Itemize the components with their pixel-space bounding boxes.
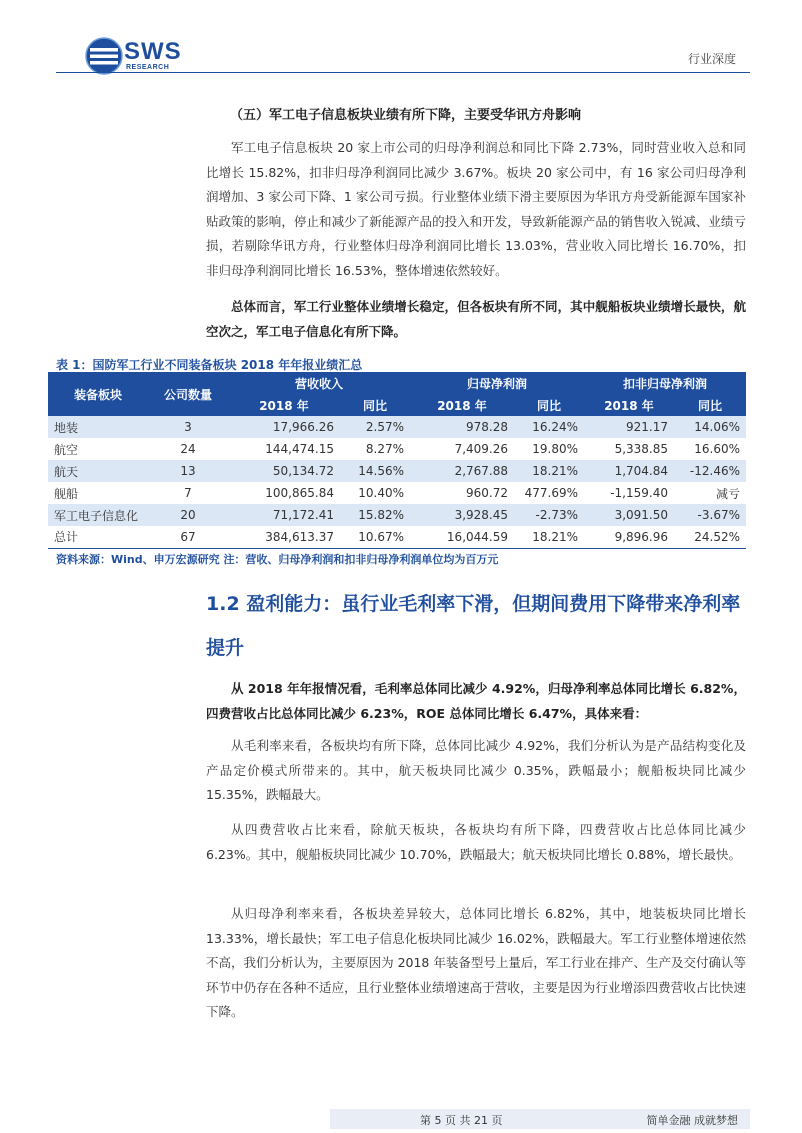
header-yoy: 同比 xyxy=(340,394,410,416)
cell-count: 24 xyxy=(148,438,228,460)
paragraph: 军工电子信息板块 20 家上市公司的归母净利润总和同比下降 2.73%，同时营业收入总和同比增长 15.82%，扣非归母净利润同比减少 3.67%。板块 20 家公司中，有 16 家公司归母净利润增加、3 家公司下降、1 家公司亏损。行业整体业绩下滑主要原因为华讯方舟受新能源车国家补贴政策的影响，停止和减少了新能源产品的投入和开发，导致新能源产品的销售收入锐减、业绩亏损，若剔除华讯方舟，行业整体归母净利润同比增长 13.03%，营业收入同比增长 16.70%，扣非归母净利润同比增长 16.53%，整体增速依然较好。 xyxy=(206,140,746,278)
logo-subtext: RESEARCH xyxy=(126,64,170,71)
table-source-note: 资料来源：Wind、申万宏源研究 注：营收、归母净利润和扣非归母净利润单位均为百万元 xyxy=(56,553,499,566)
header-deducted-profit: 扣非归母净利润 xyxy=(584,372,746,394)
header-divider xyxy=(56,72,750,73)
report-category: 行业深度 xyxy=(687,52,736,66)
cell-net-profit: 960.72 xyxy=(410,482,514,504)
page-number: 第 5 页 共 21 页 xyxy=(420,1114,503,1127)
table-row xyxy=(48,504,746,526)
cell-sector: 航空 xyxy=(48,438,148,460)
lead-paragraph: 从 2018 年年报情况看，毛利率总体同比减少 4.92%，归母净利率总体同比增长 6.82%，四费营收占比总体同比减少 6.23%，ROE 总体同比增长 6.47%，具体来看： xyxy=(206,681,746,721)
cell-deducted-profit-yoy: -3.67% xyxy=(674,504,746,526)
summary-paragraph: 总体而言，军工行业整体业绩增长稳定，但各板块有所不同，其中舰船板块业绩增长最快，航空次之，军工电子信息化有所下降。 xyxy=(206,299,746,339)
cell-count: 7 xyxy=(148,482,228,504)
table-row xyxy=(48,482,746,504)
cell-revenue: 100,865.84 xyxy=(228,482,340,504)
cell-deducted-profit: 1,704.84 xyxy=(584,460,674,482)
cell-revenue-yoy: 14.56% xyxy=(340,460,410,482)
cell-deducted-profit-yoy: 减亏 xyxy=(674,482,746,504)
sws-logo-icon xyxy=(84,36,124,76)
header-year: 2018 年 xyxy=(410,394,514,416)
cell-net-profit-yoy: 18.21% xyxy=(514,460,584,482)
cell-net-profit: 16,044.59 xyxy=(410,526,514,548)
performance-table xyxy=(48,372,746,549)
cell-deducted-profit-yoy: -12.46% xyxy=(674,460,746,482)
cell-net-profit-yoy: -2.73% xyxy=(514,504,584,526)
header-yoy: 同比 xyxy=(514,394,584,416)
table-header-row xyxy=(48,372,746,394)
cell-net-profit-yoy: 477.69% xyxy=(514,482,584,504)
cell-revenue-yoy: 2.57% xyxy=(340,416,410,438)
cell-count: 3 xyxy=(148,416,228,438)
header-year: 2018 年 xyxy=(584,394,674,416)
cell-revenue: 17,966.26 xyxy=(228,416,340,438)
header-sector: 装备板块 xyxy=(48,372,148,416)
table-title: 表 1：国防军工行业不同装备板块 2018 年年报业绩汇总 xyxy=(56,358,363,372)
cell-revenue-yoy: 10.67% xyxy=(340,526,410,548)
cell-deducted-profit-yoy: 14.06% xyxy=(674,416,746,438)
cell-count: 67 xyxy=(148,526,228,548)
header-year: 2018 年 xyxy=(228,394,340,416)
cell-deducted-profit: 9,896.96 xyxy=(584,526,674,548)
cell-revenue: 384,613.37 xyxy=(228,526,340,548)
header-net-profit: 归母净利润 xyxy=(410,372,584,394)
cell-net-profit: 2,767.88 xyxy=(410,460,514,482)
cell-net-profit-yoy: 19.80% xyxy=(514,438,584,460)
logo-text: SWS xyxy=(124,38,182,65)
cell-deducted-profit: 921.17 xyxy=(584,416,674,438)
cell-deducted-profit: 5,338.85 xyxy=(584,438,674,460)
header-yoy: 同比 xyxy=(674,394,746,416)
table-row xyxy=(48,460,746,482)
cell-sector: 总计 xyxy=(48,526,148,548)
cell-sector: 航天 xyxy=(48,460,148,482)
section-heading: 1.2 盈利能力：虽行业毛利率下滑，但期间费用下降带来净利率提升 xyxy=(206,593,741,659)
cell-deducted-profit: 3,091.50 xyxy=(584,504,674,526)
cell-revenue: 50,134.72 xyxy=(228,460,340,482)
table-row xyxy=(48,416,746,438)
cell-revenue: 144,474.15 xyxy=(228,438,340,460)
table-row-total xyxy=(48,526,746,548)
cell-sector: 地装 xyxy=(48,416,148,438)
section-subtitle: （五）军工电子信息板块业绩有所下降，主要受华讯方舟影响 xyxy=(230,108,582,123)
cell-deducted-profit-yoy: 16.60% xyxy=(674,438,746,460)
cell-deducted-profit: -1,159.40 xyxy=(584,482,674,504)
cell-net-profit: 978.28 xyxy=(410,416,514,438)
cell-sector: 舰船 xyxy=(48,482,148,504)
cell-count: 20 xyxy=(148,504,228,526)
cell-revenue-yoy: 10.40% xyxy=(340,482,410,504)
footer-slogan: 简单金融 成就梦想 xyxy=(646,1114,738,1127)
paragraph: 从归母净利率来看，各板块差异较大，总体同比增长 6.82%，其中，地装板块同比增长 13.33%，增长最快；军工电子信息化板块同比减少 16.02%，跌幅最大。军工行业整体增速依然不高，我们分析认为，主要原因为 2018 年装备型号上量后，军工行业在排产、生产及交付确认等环节中仍存在各种不适应，且行业整体业绩增速高于营收，主要是因为行业增添四费营收占比快速下降。 xyxy=(206,906,746,1019)
header-count: 公司数量 xyxy=(148,372,228,416)
cell-net-profit: 7,409.26 xyxy=(410,438,514,460)
paragraph: 从四费营收占比来看，除航天板块，各板块均有所下降，四费营收占比总体同比减少 6.23%。其中，舰船板块同比减少 10.70%，跌幅最大；航天板块同比增长 0.88%，增长最快。 xyxy=(206,822,746,862)
paragraph: 从毛利率来看，各板块均有所下降，总体同比减少 4.92%，我们分析认为是产品结构变化及产品定价模式所带来的。其中，航天板块同比减少 0.35%，跌幅最小；舰船板块同比减少 15.35%，跌幅最大。 xyxy=(206,738,746,802)
cell-net-profit-yoy: 16.24% xyxy=(514,416,584,438)
cell-revenue-yoy: 15.82% xyxy=(340,504,410,526)
cell-deducted-profit-yoy: 24.52% xyxy=(674,526,746,548)
cell-count: 13 xyxy=(148,460,228,482)
cell-revenue: 71,172.41 xyxy=(228,504,340,526)
header-revenue: 营收收入 xyxy=(228,372,410,394)
cell-net-profit: 3,928.45 xyxy=(410,504,514,526)
table-row xyxy=(48,438,746,460)
cell-sector: 军工电子信息化 xyxy=(48,504,148,526)
cell-net-profit-yoy: 18.21% xyxy=(514,526,584,548)
cell-revenue-yoy: 8.27% xyxy=(340,438,410,460)
